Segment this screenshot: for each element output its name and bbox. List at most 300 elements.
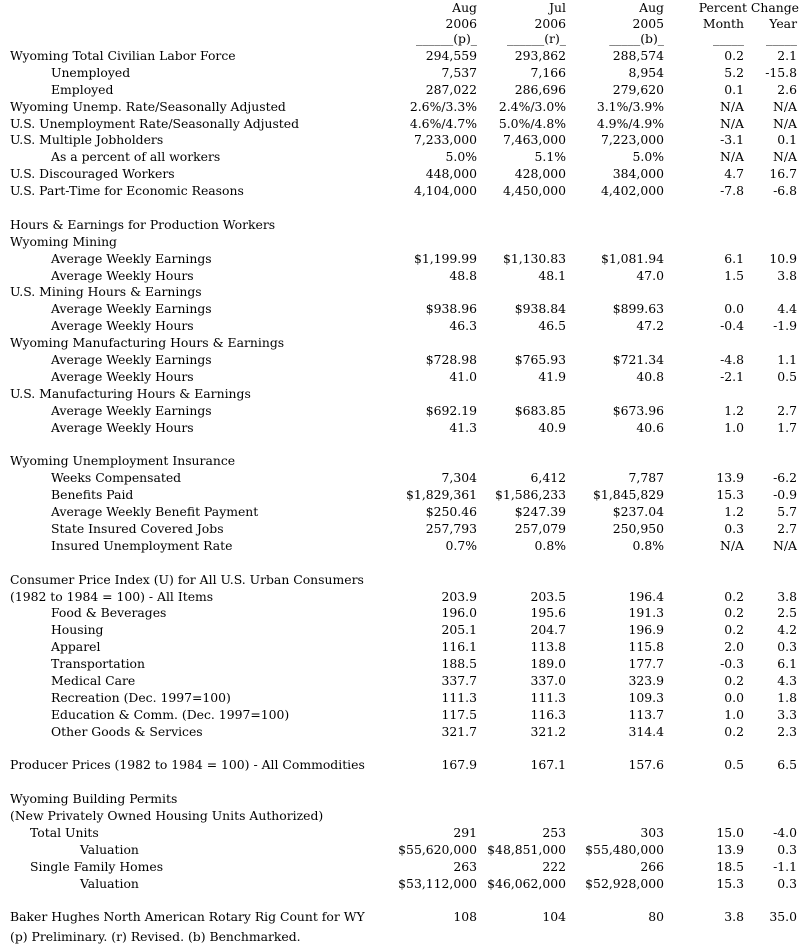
row-label: Apparel xyxy=(51,639,101,655)
year-change: 3.8 xyxy=(777,588,797,604)
row-label: Single Family Homes xyxy=(30,858,164,874)
table-row xyxy=(0,82,804,99)
aug-2006-value: $53,112,000 xyxy=(398,875,477,891)
month-change: -7.8 xyxy=(720,183,744,199)
year-change: -4.0 xyxy=(773,824,797,840)
aug-2006-value: 263 xyxy=(453,858,477,874)
aug-2006-value: 4,104,000 xyxy=(413,183,477,199)
row-label: U.S. Discouraged Workers xyxy=(10,166,175,182)
aug-2005-value: 288,574 xyxy=(612,48,664,63)
month-change: 1.0 xyxy=(724,706,744,722)
month-change: 4.7 xyxy=(724,166,744,182)
jul-2006-value: 40.9 xyxy=(538,419,566,435)
aug-2005-value: 250,950 xyxy=(612,520,664,536)
table-row xyxy=(0,386,804,403)
jul-2006-value: $683.85 xyxy=(514,402,566,418)
month-change: 5.2 xyxy=(724,64,744,80)
year-change: N/A xyxy=(773,98,797,114)
year-change: N/A xyxy=(773,149,797,165)
spacer-row xyxy=(0,774,804,791)
month-change: 0.2 xyxy=(724,48,744,63)
aug-2006-value: 337.7 xyxy=(441,672,477,688)
aug-2005-value: 266 xyxy=(640,858,664,874)
aug-2006-value: 5.0% xyxy=(445,149,477,165)
row-label: Wyoming Building Permits xyxy=(10,791,178,807)
aug-2006-value: 7,537 xyxy=(441,64,477,80)
table-row xyxy=(0,132,804,149)
table-row xyxy=(0,487,804,504)
row-label: Average Weekly Benefit Payment xyxy=(51,504,259,520)
year-change: -1.1 xyxy=(773,858,797,874)
aug-2005-value: $721.34 xyxy=(612,352,664,368)
month-change: 0.0 xyxy=(724,689,744,705)
jul-2006-value: 7,166 xyxy=(530,64,566,80)
table-row xyxy=(0,876,804,893)
year-change: -0.9 xyxy=(773,487,797,503)
table-row xyxy=(0,335,804,352)
table-row xyxy=(0,48,804,65)
row-label: Average Weekly Hours xyxy=(51,368,194,384)
table-row xyxy=(0,673,804,690)
table-row xyxy=(0,690,804,707)
row-label: Average Weekly Earnings xyxy=(51,402,212,418)
aug-2006-value: 321.7 xyxy=(441,723,477,739)
row-label: Unemployed xyxy=(51,64,131,80)
table-row xyxy=(0,791,804,808)
aug-2005-value: 4.9%/4.9% xyxy=(596,115,664,131)
row-label: Recreation (Dec. 1997=100) xyxy=(51,689,231,705)
month-change: 15.3 xyxy=(716,875,744,891)
month-change: 1.2 xyxy=(724,402,744,418)
spacer-row xyxy=(0,555,804,572)
table-row xyxy=(0,453,804,470)
row-label: Insured Unemployment Rate xyxy=(51,537,233,553)
table-row xyxy=(0,116,804,133)
row-label: Baker Hughes North American Rotary Rig Count for WY xyxy=(10,909,365,925)
jul-2006-value: 286,696 xyxy=(514,81,566,97)
table-row xyxy=(0,538,804,555)
year-change: N/A xyxy=(773,537,797,553)
month-change: -0.3 xyxy=(720,656,744,672)
table-row xyxy=(0,352,804,369)
jul-2006-value: 321.2 xyxy=(530,723,566,739)
aug-2005-value: 323.9 xyxy=(628,672,664,688)
year-change: 16.7 xyxy=(769,166,797,182)
col3-year: 2005 xyxy=(632,16,664,31)
month-change: -2.1 xyxy=(720,368,744,384)
row-label: Producer Prices (1982 to 1984 = 100) - All Commodities xyxy=(10,757,365,773)
year-change: -15.8 xyxy=(765,64,797,80)
table-row xyxy=(0,470,804,487)
table-row xyxy=(0,521,804,538)
aug-2005-value: 47.0 xyxy=(636,267,664,283)
year-label: Year xyxy=(769,16,797,31)
month-change: 6.1 xyxy=(724,250,744,266)
row-label: U.S. Part-Time for Economic Reasons xyxy=(10,183,244,199)
month-label: Month xyxy=(702,16,744,31)
year-change: 0.3 xyxy=(777,841,797,857)
aug-2005-value: 157.6 xyxy=(628,757,664,773)
jul-2006-value: 4,450,000 xyxy=(502,183,566,199)
aug-2006-value: 41.0 xyxy=(449,368,477,384)
row-label: Average Weekly Hours xyxy=(51,267,194,283)
jul-2006-value: 113.8 xyxy=(530,639,566,655)
aug-2006-value: 116.1 xyxy=(441,639,477,655)
aug-2005-value: 7,787 xyxy=(628,470,664,486)
aug-2005-value: 109.3 xyxy=(628,689,664,705)
jul-2006-value: 5.1% xyxy=(534,149,566,165)
row-label: Other Goods & Services xyxy=(51,723,203,739)
aug-2006-value: 7,233,000 xyxy=(413,132,477,148)
aug-2005-value: 177.7 xyxy=(628,656,664,672)
year-change: 0.1 xyxy=(777,132,797,148)
jul-2006-value: 222 xyxy=(542,858,566,874)
month-change: 13.9 xyxy=(716,470,744,486)
table-row xyxy=(0,808,804,825)
table-row xyxy=(0,605,804,622)
jul-2006-value: 48.1 xyxy=(538,267,566,283)
jul-2006-value: 337.0 xyxy=(530,672,566,688)
aug-2006-value: $1,829,361 xyxy=(406,487,477,503)
table-row xyxy=(0,166,804,183)
aug-2006-value: 188.5 xyxy=(441,656,477,672)
row-label: Wyoming Total Civilian Labor Force xyxy=(10,48,236,63)
year-change: 5.7 xyxy=(777,504,797,520)
month-change: 18.5 xyxy=(716,858,744,874)
year-change: 1.7 xyxy=(777,419,797,435)
row-label: Average Weekly Earnings xyxy=(51,250,212,266)
spacer-row xyxy=(0,893,804,910)
aug-2005-value: 5.0% xyxy=(632,149,664,165)
year-change: 6.1 xyxy=(777,656,797,672)
month-rule: _____ xyxy=(713,31,744,46)
aug-2005-value: 4,402,000 xyxy=(600,183,664,199)
year-change: 10.9 xyxy=(769,250,797,266)
row-label: Wyoming Unemployment Insurance xyxy=(10,453,236,469)
table-row xyxy=(0,301,804,318)
month-change: -4.8 xyxy=(720,352,744,368)
table-row xyxy=(0,149,804,166)
jul-2006-value: $1,130.83 xyxy=(502,250,566,266)
table-row xyxy=(0,369,804,386)
jul-2006-value: 195.6 xyxy=(530,605,566,621)
month-change: 1.2 xyxy=(724,504,744,520)
aug-2005-value: 80 xyxy=(648,909,664,925)
aug-2006-value: 2.6%/3.3% xyxy=(409,98,477,114)
row-label: Consumer Price Index (U) for All U.S. Urban Consumers xyxy=(10,571,364,587)
aug-2005-value: 115.8 xyxy=(628,639,664,655)
aug-2006-value: 448,000 xyxy=(425,166,477,182)
jul-2006-value: 203.5 xyxy=(530,588,566,604)
aug-2006-value: 167.9 xyxy=(441,757,477,773)
aug-2006-value: 0.7% xyxy=(445,537,477,553)
aug-2006-value: 203.9 xyxy=(441,588,477,604)
table-row xyxy=(0,268,804,285)
aug-2005-value: 314.4 xyxy=(628,723,664,739)
aug-2005-value: $673.96 xyxy=(612,402,664,418)
row-label: Food & Beverages xyxy=(51,605,167,621)
month-change: 0.3 xyxy=(724,520,744,536)
year-change: -6.8 xyxy=(773,183,797,199)
col2-year: 2006 xyxy=(534,16,566,31)
col1-tag: ______(p)_ xyxy=(416,31,477,46)
month-change: N/A xyxy=(720,98,744,114)
month-change: -3.1 xyxy=(720,132,744,148)
aug-2005-value: 191.3 xyxy=(628,605,664,621)
jul-2006-value: 428,000 xyxy=(514,166,566,182)
aug-2006-value: 287,022 xyxy=(425,81,477,97)
month-change: 1.5 xyxy=(724,267,744,283)
aug-2005-value: $55,480,000 xyxy=(585,841,664,857)
row-label: Housing xyxy=(51,622,104,638)
aug-2006-value: 205.1 xyxy=(441,622,477,638)
table-body xyxy=(0,48,804,926)
aug-2005-value: 196.4 xyxy=(628,588,664,604)
table-row xyxy=(0,217,804,234)
row-label: Valuation xyxy=(80,875,139,891)
row-label: Average Weekly Earnings xyxy=(51,352,212,368)
aug-2005-value: 8,954 xyxy=(628,64,664,80)
table-row xyxy=(0,403,804,420)
table-row xyxy=(0,639,804,656)
jul-2006-value: $46,062,000 xyxy=(487,875,566,891)
col2-tag: ______(r)_ xyxy=(507,31,566,46)
jul-2006-value: $938.84 xyxy=(514,301,566,317)
month-change: 0.2 xyxy=(724,622,744,638)
aug-2005-value: $1,081.94 xyxy=(600,250,664,266)
jul-2006-value: $1,586,233 xyxy=(495,487,566,503)
jul-2006-value: 167.1 xyxy=(530,757,566,773)
aug-2005-value: 384,000 xyxy=(612,166,664,182)
aug-2006-value: 257,793 xyxy=(425,520,477,536)
month-change: N/A xyxy=(720,149,744,165)
jul-2006-value: 111.3 xyxy=(530,689,566,705)
aug-2006-value: 48.8 xyxy=(449,267,477,283)
year-change: 4.3 xyxy=(777,672,797,688)
year-change: 2.5 xyxy=(777,605,797,621)
table-row xyxy=(0,251,804,268)
row-label: U.S. Unemployment Rate/Seasonally Adjusted xyxy=(10,115,300,131)
row-label: Valuation xyxy=(80,841,139,857)
month-change: 0.2 xyxy=(724,723,744,739)
table-row xyxy=(0,707,804,724)
spacer-row xyxy=(0,436,804,453)
row-label: Employed xyxy=(51,81,114,97)
aug-2006-value: $1,199.99 xyxy=(413,250,477,266)
aug-2005-value: 40.6 xyxy=(636,419,664,435)
col1-month: Aug xyxy=(452,0,477,15)
table-row xyxy=(0,909,804,926)
aug-2005-value: 40.8 xyxy=(636,368,664,384)
year-change: 0.3 xyxy=(777,639,797,655)
aug-2005-value: $1,845,829 xyxy=(593,487,664,503)
table-row xyxy=(0,842,804,859)
year-change: 0.5 xyxy=(777,368,797,384)
col1-year: 2006 xyxy=(445,16,477,31)
row-label: Weeks Compensated xyxy=(51,470,182,486)
aug-2006-value: 117.5 xyxy=(441,706,477,722)
jul-2006-value: 7,463,000 xyxy=(502,132,566,148)
year-change: 2.3 xyxy=(777,723,797,739)
col2-month: Jul xyxy=(549,0,566,15)
year-change: 35.0 xyxy=(769,909,797,925)
aug-2006-value: 46.3 xyxy=(449,318,477,334)
jul-2006-value: 257,079 xyxy=(514,520,566,536)
jul-2006-value: 189.0 xyxy=(530,656,566,672)
aug-2005-value: $899.63 xyxy=(612,301,664,317)
month-change: 0.0 xyxy=(724,301,744,317)
table-row xyxy=(0,65,804,82)
aug-2006-value: 291 xyxy=(453,824,477,840)
jul-2006-value: 5.0%/4.8% xyxy=(498,115,566,131)
aug-2005-value: 279,620 xyxy=(612,81,664,97)
table-row xyxy=(0,622,804,639)
aug-2005-value: 113.7 xyxy=(628,706,664,722)
jul-2006-value: 116.3 xyxy=(530,706,566,722)
year-change: 2.6 xyxy=(777,81,797,97)
row-label: Wyoming Unemp. Rate/Seasonally Adjusted xyxy=(10,98,286,114)
row-label: Benefits Paid xyxy=(51,487,134,503)
month-change: -0.4 xyxy=(720,318,744,334)
table-row xyxy=(0,859,804,876)
month-change: 0.5 xyxy=(724,757,744,773)
month-change: 15.3 xyxy=(716,487,744,503)
table-row xyxy=(0,99,804,116)
aug-2005-value: 303 xyxy=(640,824,664,840)
month-change: 15.0 xyxy=(716,824,744,840)
row-label: Average Weekly Earnings xyxy=(51,301,212,317)
row-label: Transportation xyxy=(51,656,145,672)
row-label: Medical Care xyxy=(51,672,136,688)
month-change: 1.0 xyxy=(724,419,744,435)
month-change: N/A xyxy=(720,115,744,131)
row-label: Average Weekly Hours xyxy=(51,318,194,334)
footnote: (p) Preliminary. (r) Revised. (b) Benchmarked. xyxy=(10,929,301,944)
row-label: Average Weekly Hours xyxy=(51,419,194,435)
aug-2005-value: 47.2 xyxy=(636,318,664,334)
row-label: U.S. Multiple Jobholders xyxy=(10,132,164,148)
year-change: 3.3 xyxy=(777,706,797,722)
month-change: 13.9 xyxy=(716,841,744,857)
table-row xyxy=(0,183,804,200)
jul-2006-value: 2.4%/3.0% xyxy=(498,98,566,114)
jul-2006-value: $247.39 xyxy=(514,504,566,520)
table-row xyxy=(0,504,804,521)
month-change: 0.2 xyxy=(724,672,744,688)
row-label: U.S. Manufacturing Hours & Earnings xyxy=(10,385,251,401)
jul-2006-value: 104 xyxy=(542,909,566,925)
row-label: (1982 to 1984 = 100) - All Items xyxy=(10,588,214,604)
table-row xyxy=(0,318,804,335)
year-rule: _____ xyxy=(766,31,797,46)
row-label: As a percent of all workers xyxy=(51,149,221,165)
month-change: 0.1 xyxy=(724,81,744,97)
year-change: 3.8 xyxy=(777,267,797,283)
aug-2006-value: 294,559 xyxy=(425,48,477,63)
row-label: Wyoming Mining xyxy=(10,233,117,249)
year-change: N/A xyxy=(773,115,797,131)
jul-2006-value: 0.8% xyxy=(534,537,566,553)
aug-2006-value: 108 xyxy=(453,909,477,925)
aug-2006-value: 7,304 xyxy=(441,470,477,486)
table-header xyxy=(0,0,804,52)
year-change: 4.2 xyxy=(777,622,797,638)
row-label: Education & Comm. (Dec. 1997=100) xyxy=(51,706,290,722)
jul-2006-value: 293,862 xyxy=(514,48,566,63)
aug-2005-value: 7,223,000 xyxy=(600,132,664,148)
jul-2006-value: 46.5 xyxy=(538,318,566,334)
aug-2006-value: $692.19 xyxy=(425,402,477,418)
aug-2006-value: $55,620,000 xyxy=(398,841,477,857)
col3-tag: _____(b)_ xyxy=(609,31,664,46)
jul-2006-value: 41.9 xyxy=(538,368,566,384)
aug-2006-value: $728.98 xyxy=(425,352,477,368)
year-change: -1.9 xyxy=(773,318,797,334)
jul-2006-value: $765.93 xyxy=(514,352,566,368)
aug-2005-value: 196.9 xyxy=(628,622,664,638)
month-change: 0.2 xyxy=(724,588,744,604)
percent-change-heading: Percent Change xyxy=(698,0,799,15)
jul-2006-value: 253 xyxy=(542,824,566,840)
row-label: (New Privately Owned Housing Units Authorized) xyxy=(10,808,324,824)
table-row xyxy=(0,572,804,589)
table-row xyxy=(0,420,804,437)
aug-2005-value: $52,928,000 xyxy=(585,875,664,891)
aug-2006-value: 4.6%/4.7% xyxy=(409,115,477,131)
table-row xyxy=(0,284,804,301)
year-change: 2.7 xyxy=(777,402,797,418)
month-change: N/A xyxy=(720,537,744,553)
spacer-row xyxy=(0,200,804,217)
aug-2005-value: 3.1%/3.9% xyxy=(596,98,664,114)
year-change: 0.3 xyxy=(777,875,797,891)
table-row xyxy=(0,724,804,741)
table-row xyxy=(0,825,804,842)
year-change: 2.7 xyxy=(777,520,797,536)
row-label: State Insured Covered Jobs xyxy=(51,520,224,536)
aug-2006-value: 111.3 xyxy=(441,689,477,705)
row-label: U.S. Mining Hours & Earnings xyxy=(10,284,202,300)
aug-2006-value: 196.0 xyxy=(441,605,477,621)
table-row xyxy=(0,757,804,774)
col3-month: Aug xyxy=(639,0,664,15)
year-change: -6.2 xyxy=(773,470,797,486)
year-change: 4.4 xyxy=(777,301,797,317)
month-change: 3.8 xyxy=(724,909,744,925)
aug-2006-value: $250.46 xyxy=(425,504,477,520)
aug-2005-value: $237.04 xyxy=(612,504,664,520)
spacer-row xyxy=(0,741,804,758)
month-change: 0.2 xyxy=(724,605,744,621)
table-row xyxy=(0,234,804,251)
year-change: 1.8 xyxy=(777,689,797,705)
jul-2006-value: 204.7 xyxy=(530,622,566,638)
aug-2006-value: 41.3 xyxy=(449,419,477,435)
year-change: 6.5 xyxy=(777,757,797,773)
table-row xyxy=(0,656,804,673)
aug-2005-value: 0.8% xyxy=(632,537,664,553)
row-label: Total Units xyxy=(30,824,99,840)
jul-2006-value: $48,851,000 xyxy=(487,841,566,857)
year-change: 2.1 xyxy=(777,48,797,63)
jul-2006-value: 6,412 xyxy=(530,470,566,486)
table-row xyxy=(0,589,804,606)
year-change: 1.1 xyxy=(777,352,797,368)
month-change: 2.0 xyxy=(724,639,744,655)
row-label: Hours & Earnings for Production Workers xyxy=(10,216,276,232)
aug-2006-value: $938.96 xyxy=(425,301,477,317)
row-label: Wyoming Manufacturing Hours & Earnings xyxy=(10,335,285,351)
